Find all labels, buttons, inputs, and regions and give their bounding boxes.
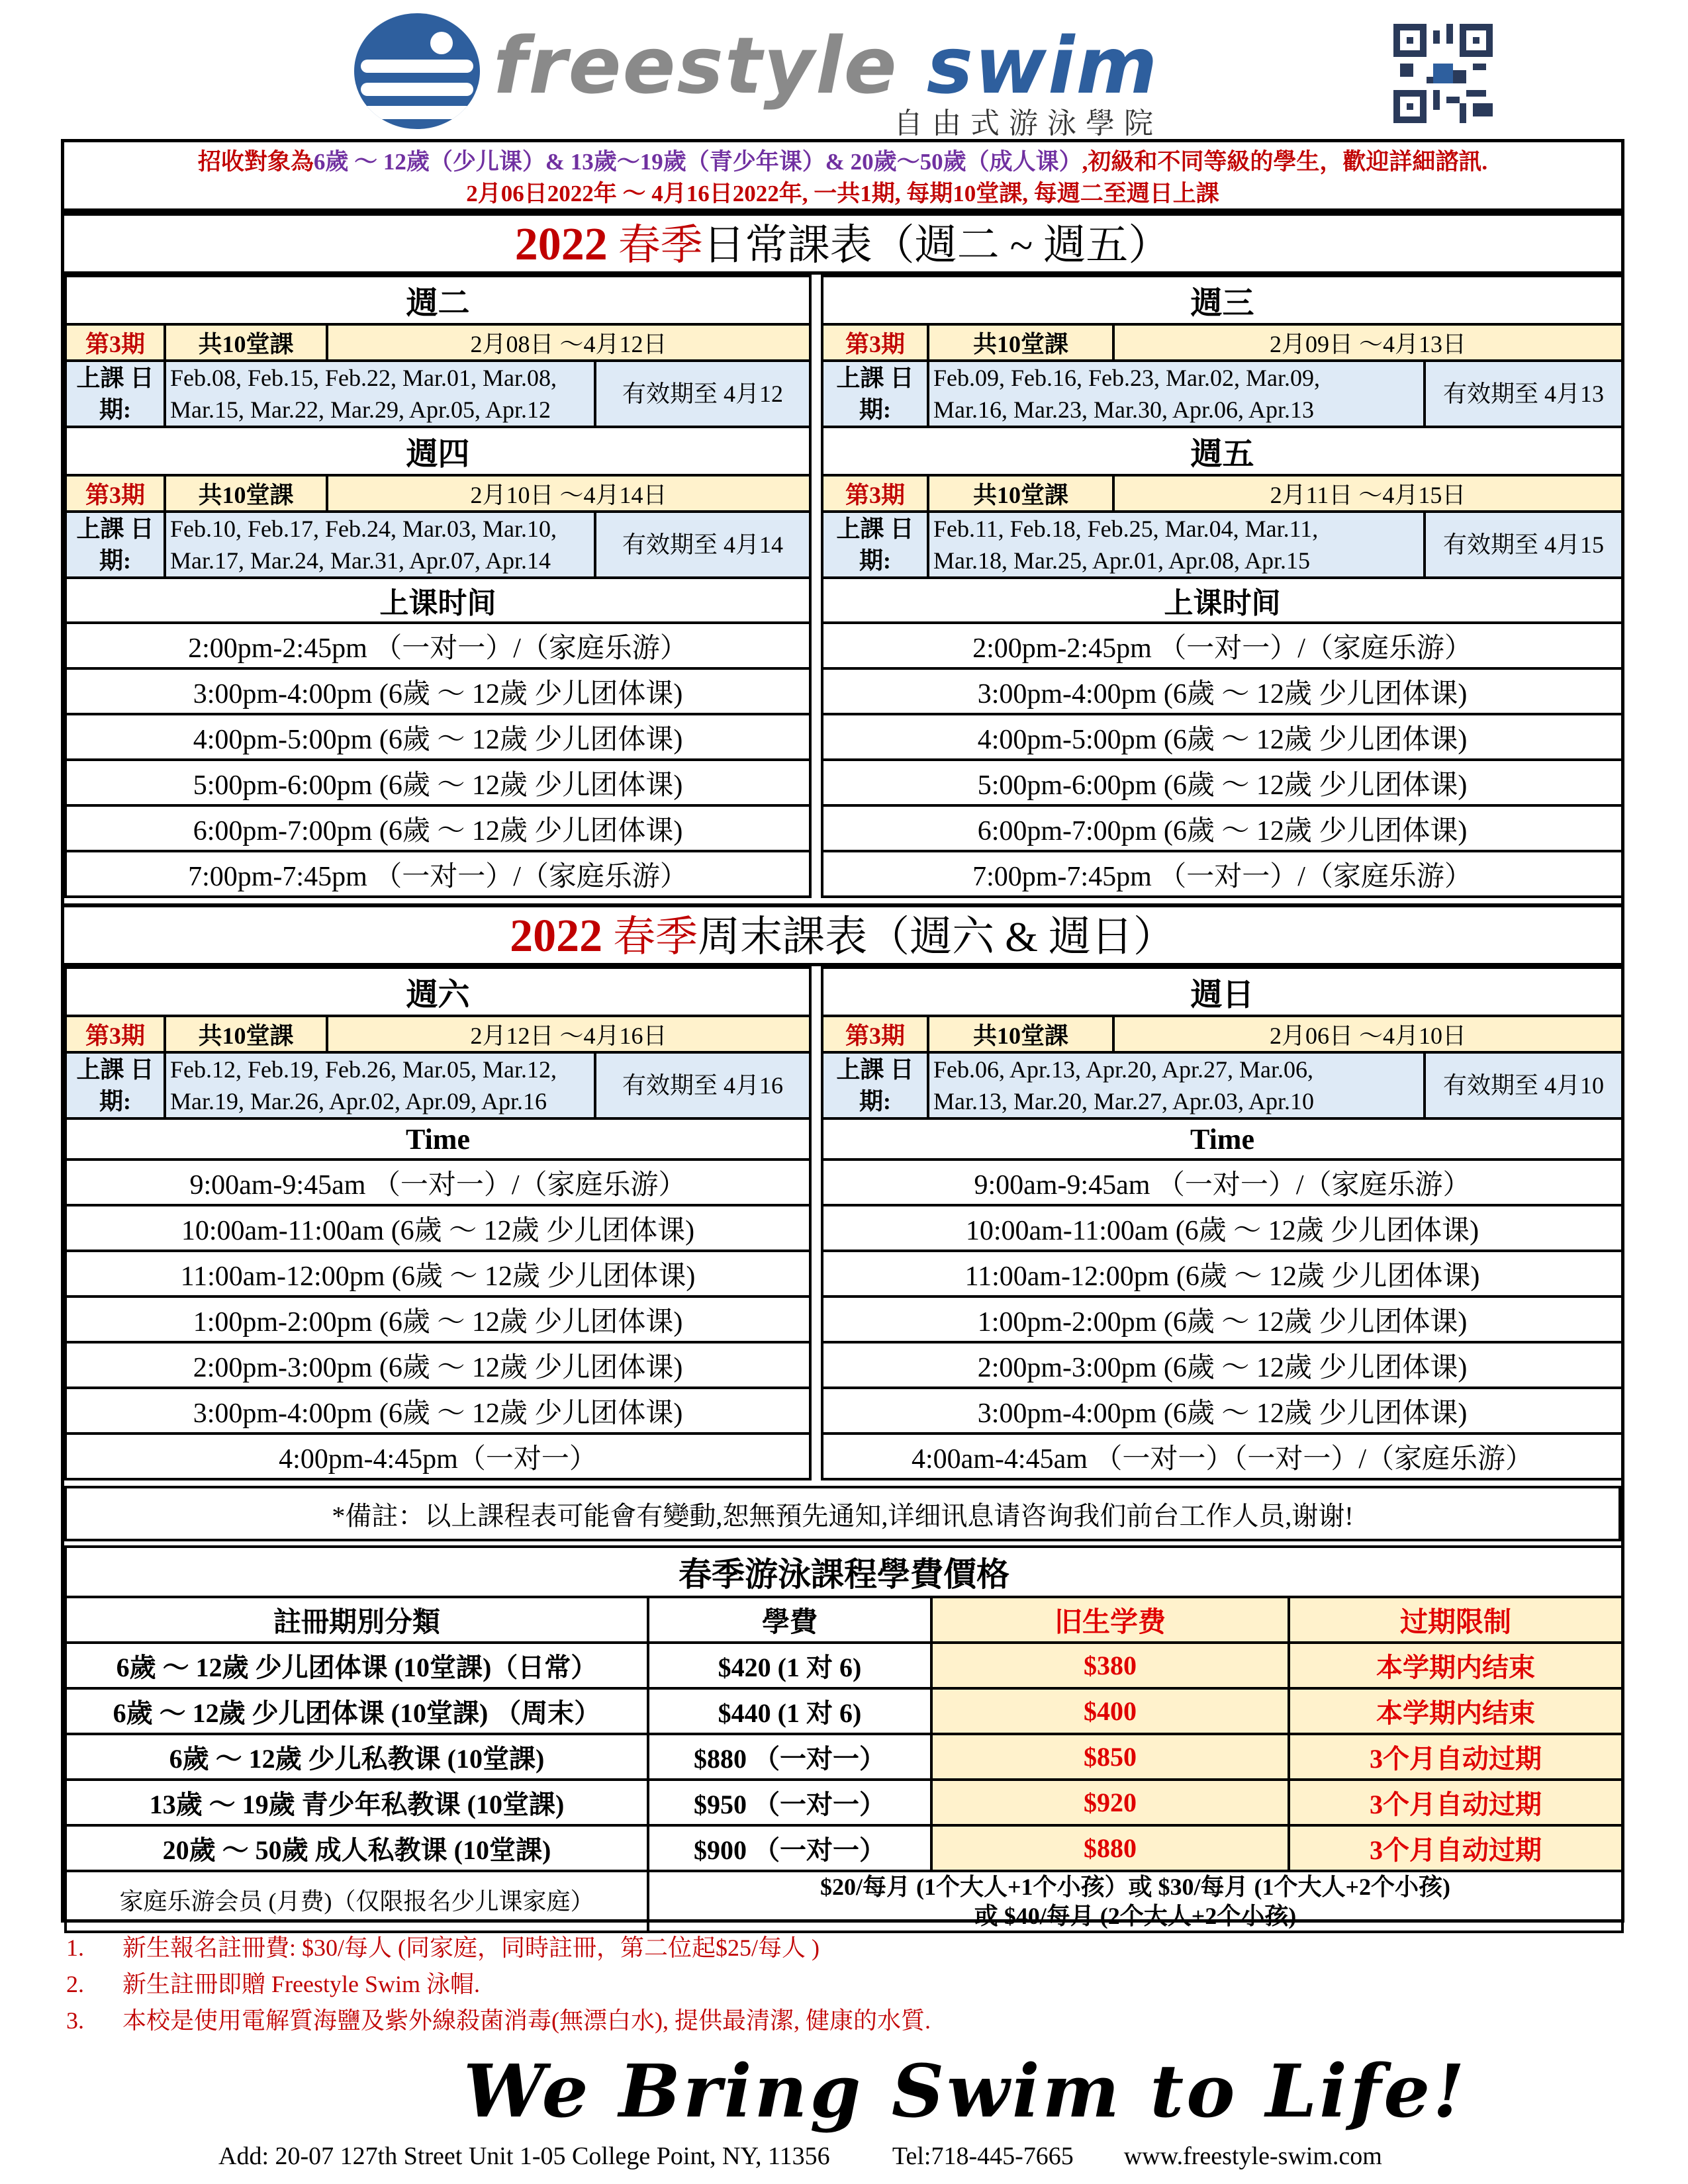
pricing-header: 學費 (648, 1597, 931, 1643)
time-slot: 9:00am-9:45am （一对一）/（家庭乐游） (66, 1160, 810, 1205)
time-slot: 5:00pm-6:00pm (6歲 ～ 12歲 少儿团体课) (66, 760, 810, 805)
pricing-header: 过期限制 (1289, 1597, 1622, 1643)
returning-fee: $850 (931, 1734, 1289, 1780)
valid-until: 有效期至 4月12 (595, 361, 810, 427)
pricing-header: 註冊期別分類 (66, 1597, 648, 1643)
class-count: 共10堂課 (928, 324, 1113, 361)
course-fee: $440 (1 对 6) (648, 1688, 931, 1734)
expiry-rule: 3个月自动过期 (1289, 1780, 1622, 1825)
footnote: 3. 本校是使用電解質海鹽及紫外線殺菌消毒(無漂白水), 提供最清潔, 健康的水質. (66, 2007, 931, 2034)
class-dates: Feb.11, Feb.18, Feb.25, Mar.04, Mar.11, Mar.18, Mar.25, Apr.01, Apr.08, Apr.15 (928, 512, 1425, 578)
valid-until: 有效期至 4月16 (595, 1052, 810, 1118)
course-fee: $420 (1 对 6) (648, 1643, 931, 1688)
time-slot: 3:00pm-4:00pm (6歲 ～ 12歲 少儿团体课) (66, 668, 810, 714)
footer-contact (218, 2142, 1382, 2171)
valid-until: 有效期至 4月13 (1425, 361, 1622, 427)
course-name: 20歲 ～ 50歲 成人私教课 (10堂課) (66, 1825, 648, 1871)
expiry-rule: 本学期内结束 (1289, 1688, 1622, 1734)
time-slot: 2:00pm-2:45pm （一对一）/（家庭乐游） (66, 623, 810, 668)
class-count: 共10堂課 (928, 1016, 1113, 1052)
time-slot: 6:00pm-7:00pm (6歲 ～ 12歲 少儿团体课) (822, 805, 1622, 851)
footer-website[interactable]: www.freestyle-swim.com (1123, 2142, 1382, 2170)
footnote: 2. 新生註冊即贈 Freestyle Swim 泳帽. (66, 1971, 480, 1997)
day-title: 週六 (66, 968, 810, 1016)
time-slot: 3:00pm-4:00pm (6歲 ～ 12歲 少儿团体课) (822, 668, 1622, 714)
weekend-left-table (64, 966, 812, 1480)
term-label: 第3期 (66, 324, 165, 361)
class-count: 共10堂課 (165, 324, 327, 361)
course-fee: $950 （一对一） (648, 1780, 931, 1825)
course-name: 6歲 ～ 12歲 少儿私教课 (10堂課) (66, 1734, 648, 1780)
valid-until: 有效期至 4月15 (1425, 512, 1622, 578)
time-slot: 4:00pm-4:45pm（一对一） (66, 1433, 810, 1479)
qr-code-icon (1393, 24, 1493, 123)
time-slot: 1:00pm-2:00pm (6歲 ～ 12歲 少儿团体课) (66, 1297, 810, 1342)
time-header: Time (822, 1118, 1622, 1160)
time-slot: 11:00am-12:00pm (6歲 ～ 12歲 少儿团体课) (822, 1251, 1622, 1297)
slogan: We Bring Swim to Life! (463, 2048, 1468, 2134)
logo-icon (354, 13, 480, 129)
class-dates: Feb.10, Feb.17, Feb.24, Mar.03, Mar.10, Mar.17, Mar.24, Mar.31, Apr.07, Apr.14 (165, 512, 595, 578)
date-range: 2月06日 ～4月10日 (1113, 1016, 1622, 1052)
term-label: 第3期 (66, 475, 165, 512)
time-header: 上课时间 (822, 578, 1622, 623)
time-slot: 4:00am-4:45am （一对一）（一对一）/（家庭乐游） (822, 1433, 1622, 1479)
time-slot: 5:00pm-6:00pm (6歲 ～ 12歲 少儿团体课) (822, 760, 1622, 805)
time-slot: 9:00am-9:45am （一对一）/（家庭乐游） (822, 1160, 1622, 1205)
returning-fee: $400 (931, 1688, 1289, 1734)
brand-name: freestyle swim (493, 20, 1159, 111)
time-slot: 2:00pm-2:45pm （一对一）/（家庭乐游） (822, 623, 1622, 668)
intro-banner: 招收對象為6歲 ～ 12歲（少儿课）& 13歲～19歲（青少年课）& 20歲～50歲（成人课）,初級和不同等級的學生，歡迎詳細諮訊. 2月06日2022年 ～ 4月16日2022年, 一共1期, 每期10堂課, 每週二至週日上課 (64, 142, 1621, 212)
returning-fee: $380 (931, 1643, 1289, 1688)
valid-until: 有效期至 4月10 (1425, 1052, 1622, 1118)
date-range: 2月10日 ～4月14日 (327, 475, 810, 512)
class-dates-label: 上課 日期: (66, 512, 165, 578)
time-slot: 7:00pm-7:45pm （一对一）/（家庭乐游） (822, 851, 1622, 897)
footer-address: Add: 20-07 127th Street Unit 1-05 College Point, NY, 11356 (218, 2142, 830, 2170)
expiry-rule: 3个月自动过期 (1289, 1734, 1622, 1780)
time-slot: 1:00pm-2:00pm (6歲 ～ 12歲 少儿团体课) (822, 1297, 1622, 1342)
day-title: 週三 (822, 276, 1622, 324)
family-membership-price: $20/每月 (1个大人+1个小孩）或 $30/每月 (1个大人+2个小孩) 或 $40/每月 (2个大人+2个小孩) (648, 1871, 1622, 1932)
date-range: 2月12日 ～4月16日 (327, 1016, 810, 1052)
class-dates-label: 上課 日期: (66, 1052, 165, 1118)
course-name: 13歲 ～ 19歲 青少年私教课 (10堂課) (66, 1780, 648, 1825)
valid-until: 有效期至 4月14 (595, 512, 810, 578)
course-name: 6歲 ～ 12歲 少儿团体课 (10堂課)（日常） (66, 1643, 648, 1688)
weekday-right-table (821, 275, 1624, 898)
expiry-rule: 3个月自动过期 (1289, 1825, 1622, 1871)
time-header: Time (66, 1118, 810, 1160)
family-membership-label: 家庭乐游会员 (月费)（仅限报名少儿课家庭） (66, 1871, 648, 1932)
day-title: 週四 (66, 427, 810, 475)
class-dates-label: 上課 日期: (822, 361, 928, 427)
class-dates-label: 上課 日期: (822, 1052, 928, 1118)
class-count: 共10堂課 (928, 475, 1113, 512)
returning-fee: $880 (931, 1825, 1289, 1871)
class-dates-label: 上課 日期: (66, 361, 165, 427)
class-dates-label: 上課 日期: (822, 512, 928, 578)
time-slot: 4:00pm-5:00pm (6歲 ～ 12歲 少儿团体课) (822, 714, 1622, 760)
weekday-left-table (64, 275, 812, 898)
day-title: 週五 (822, 427, 1622, 475)
date-range: 2月09日 ～4月13日 (1113, 324, 1622, 361)
course-fee: $880 （一对一） (648, 1734, 931, 1780)
pricing-table (64, 1545, 1624, 1933)
time-slot: 2:00pm-3:00pm (6歲 ～ 12歲 少儿团体课) (822, 1342, 1622, 1388)
pricing-header: 旧生学费 (931, 1597, 1289, 1643)
class-dates: Feb.06, Apr.13, Apr.20, Apr.27, Mar.06, Mar.13, Mar.20, Mar.27, Apr.03, Apr.10 (928, 1052, 1425, 1118)
time-slot: 4:00pm-5:00pm (6歲 ～ 12歲 少儿团体课) (66, 714, 810, 760)
course-fee: $900 （一对一） (648, 1825, 931, 1871)
brand-subtitle: 自由式游泳學院 (894, 107, 1162, 140)
term-label: 第3期 (822, 475, 928, 512)
footnote: 1. 新生報名註冊費: $30/每人 (同家庭，同時註冊，第二位起$25/每人 ) (66, 1934, 820, 1961)
time-slot: 11:00am-12:00pm (6歲 ～ 12歲 少儿团体课) (66, 1251, 810, 1297)
term-label: 第3期 (822, 324, 928, 361)
term-label: 第3期 (66, 1016, 165, 1052)
day-title: 週二 (66, 276, 810, 324)
note-table (64, 1486, 1621, 1541)
class-dates: Feb.09, Feb.16, Feb.23, Mar.02, Mar.09, Mar.16, Mar.23, Mar.30, Apr.06, Apr.13 (928, 361, 1425, 427)
time-header: 上课时间 (66, 578, 810, 623)
class-count: 共10堂課 (165, 1016, 327, 1052)
time-slot: 3:00pm-4:00pm (6歲 ～ 12歲 少儿团体课) (66, 1388, 810, 1433)
time-slot: 3:00pm-4:00pm (6歲 ～ 12歲 少儿团体课) (822, 1388, 1622, 1433)
day-title: 週日 (822, 968, 1622, 1016)
time-slot: 10:00am-11:00am (6歲 ～ 12歲 少儿团体课) (66, 1205, 810, 1251)
weekend-right-table (821, 966, 1624, 1480)
expiry-rule: 本学期内结束 (1289, 1643, 1622, 1688)
term-label: 第3期 (822, 1016, 928, 1052)
class-dates: Feb.08, Feb.15, Feb.22, Mar.01, Mar.08, Mar.15, Mar.22, Mar.29, Apr.05, Apr.12 (165, 361, 595, 427)
returning-fee: $920 (931, 1780, 1289, 1825)
course-name: 6歲 ～ 12歲 少儿团体课 (10堂課) （周末） (66, 1688, 648, 1734)
class-dates: Feb.12, Feb.19, Feb.26, Mar.05, Mar.12, Mar.19, Mar.26, Apr.02, Apr.09, Apr.16 (165, 1052, 595, 1118)
class-count: 共10堂課 (165, 475, 327, 512)
weekday-schedule-title: 2022 春季日常課表（週二 ~ 週五） (64, 212, 1621, 275)
time-slot: 10:00am-11:00am (6歲 ～ 12歲 少儿团体课) (822, 1205, 1622, 1251)
time-slot: 2:00pm-3:00pm (6歲 ～ 12歲 少儿团体课) (66, 1342, 810, 1388)
footer-phone: Tel:718-445-7665 (892, 2142, 1074, 2170)
time-slot: 7:00pm-7:45pm （一对一）/（家庭乐游） (66, 851, 810, 897)
schedule-note: *備註：以上課程表可能會有變動,恕無預先通知,详细讯息请咨询我们前台工作人员,谢谢! (66, 1487, 1620, 1540)
date-range: 2月11日 ～4月15日 (1113, 475, 1622, 512)
weekend-schedule-title: 2022 春季周末課表（週六 & 週日） (64, 903, 1621, 966)
date-range: 2月08日 ～4月12日 (327, 324, 810, 361)
pricing-title: 春季游泳課程學費價格 (66, 1547, 1622, 1597)
time-slot: 6:00pm-7:00pm (6歲 ～ 12歲 少儿团体课) (66, 805, 810, 851)
